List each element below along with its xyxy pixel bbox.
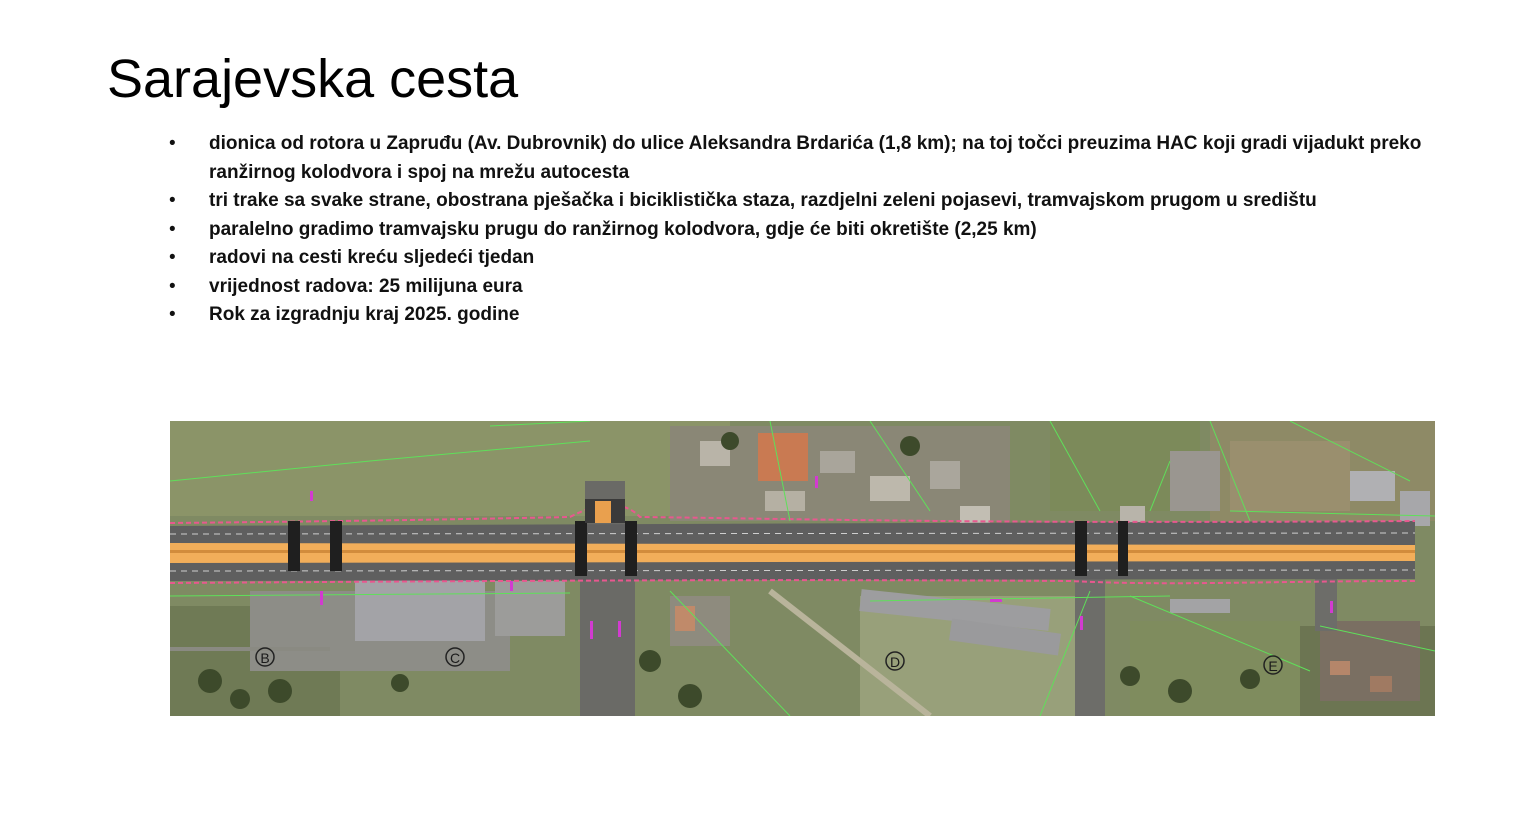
bullet-text: Rok za izgradnju kraj 2025. godine (209, 304, 520, 325)
bullet-item (166, 130, 1486, 187)
bullet-dot: • (169, 247, 176, 268)
section-label: D (889, 654, 901, 670)
page-title: Sarajevska cesta (107, 49, 519, 109)
apartment-block (1170, 599, 1230, 613)
section-label: C (449, 650, 461, 666)
roof (675, 606, 695, 631)
field-patch (1230, 441, 1350, 511)
field-patch (170, 421, 730, 516)
bullet-text: dionica od rotora u Zapruđu (Av. Dubrovnik) do ulice Aleksandra Brdarića (1,8 km); na toj točci preuzima HAC koji gradi vijadukt preko ranžirnog kolodvora i spoj na mrežu autocesta (209, 133, 1422, 183)
crosswalk (330, 521, 342, 571)
crosswalk (1075, 521, 1087, 576)
roof (1330, 661, 1350, 675)
side-road (580, 561, 635, 716)
bullet-dot: • (169, 133, 176, 154)
roof (1170, 451, 1220, 511)
bullet-item (166, 244, 1486, 273)
tram-track (170, 550, 1415, 553)
bullet-item (166, 216, 1486, 245)
crosswalk (575, 521, 587, 576)
bullet-dot: • (169, 275, 176, 297)
bullet-list (166, 130, 1486, 330)
crosswalk (1118, 521, 1128, 576)
section-label: B (260, 650, 270, 666)
bullet-text: tri trake sa svake strane, obostrana pješačka i biciklistička staza, razdjelni zeleni pojasevi, tramvajskom prugom u središtu (209, 190, 1317, 211)
bullet-item (166, 187, 1486, 216)
road-plan-map (170, 421, 1435, 716)
roof (820, 451, 855, 473)
bullet-text: paralelno gradimo tramvajsku prugu do ranžirnog kolodvora, gdje će biti okretište (2,25 km) (209, 218, 1037, 240)
bullet-item (166, 301, 1486, 330)
bullet-text: vrijednost radova: 25 milijuna eura (209, 275, 523, 297)
bullet-dot: • (169, 304, 176, 325)
crosswalk (625, 521, 637, 576)
parking-lot (495, 581, 565, 636)
bullet-dot: • (169, 190, 176, 211)
junction-marking (595, 501, 611, 523)
orange-roof (758, 433, 808, 481)
bullet-text: radovi na cesti kreću sljedeći tjedan (209, 247, 535, 268)
roof (1350, 471, 1395, 501)
roof (930, 461, 960, 489)
commercial-building (355, 579, 485, 641)
section-label: E (1268, 658, 1278, 674)
crosswalk (288, 521, 300, 571)
roof (870, 476, 910, 501)
bullet-item (166, 273, 1486, 302)
aerial-plan-image (170, 421, 1435, 716)
side-road (1315, 571, 1337, 631)
bullet-dot: • (169, 218, 176, 240)
roof (1370, 676, 1392, 692)
